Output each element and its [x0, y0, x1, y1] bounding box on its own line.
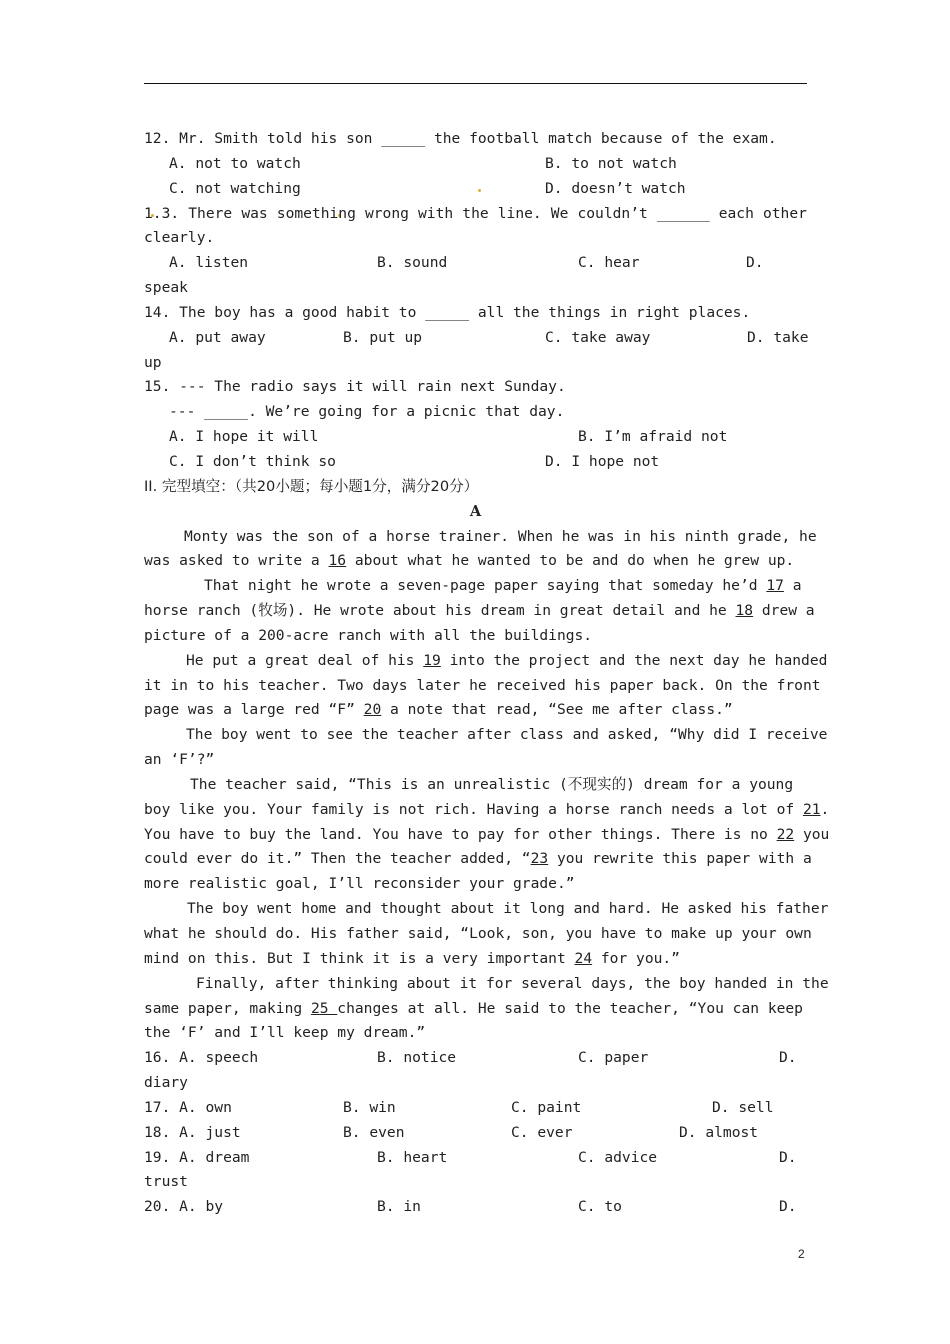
passage-line: an ‘F’?”: [144, 751, 215, 769]
word: There: [188, 204, 233, 222]
option-a: A. not to watch: [169, 154, 301, 172]
word: ______: [656, 204, 710, 222]
page-number: 2: [798, 1247, 805, 1261]
passage-line: The teacher said, “This is an unrealistic (不现实的) dream for a young: [190, 775, 794, 793]
question-15-stem: 15. --- The radio says it will rain next Sunday.: [144, 378, 566, 396]
passage-line: Monty was the son of a horse trainer. When he was in his ninth grade, he: [184, 527, 817, 545]
option-a: A. I hope it will: [169, 428, 319, 446]
header-rule: [144, 83, 807, 84]
word: something: [276, 204, 356, 222]
question-13-stem: [144, 202, 807, 227]
option-a: A. put away: [169, 328, 266, 346]
passage-line: what he should do. His father said, “Look, son, you have to make up your own: [144, 925, 812, 942]
word: line.: [497, 204, 542, 222]
option-c: C. I don’t think so: [169, 452, 336, 470]
options-16-wrap: diary: [144, 1074, 188, 1092]
word: couldn’t: [577, 204, 648, 222]
question-15-options-row1: [144, 425, 807, 450]
passage-line: That night he wrote a seven-page paper saying that someday he’d 17 a: [204, 577, 802, 595]
passage-line: Finally, after thinking about it for several days, the boy handed in the: [196, 974, 829, 992]
question-15-options-row2: [144, 450, 807, 475]
option-d: D.: [746, 254, 764, 272]
word: each: [718, 204, 754, 222]
passage-line: was asked to write a 16 about what he wanted to be and do when he grew up.: [144, 552, 795, 570]
option-c: C. take away: [545, 328, 651, 346]
passage-line: The boy went home and thought about it long and hard. He asked his father: [187, 900, 829, 918]
exam-page: [144, 127, 830, 1220]
option-c: C. hear: [578, 254, 640, 272]
blank-22: 22: [776, 825, 795, 843]
blank-25: 25: [310, 999, 338, 1017]
section-heading: II. 完型填空：（共20小题；每小题1分，满分20分）: [144, 477, 479, 495]
option-b: B. sound: [377, 254, 448, 272]
word: the: [462, 204, 489, 222]
passage-line: horse ranch (牧场). He wrote about his dream in great detail and he 18 drew a: [144, 602, 815, 620]
passage-line: mind on this. But I think it is a very important 24 for you.”: [144, 949, 680, 967]
blank-23: 23: [530, 850, 549, 868]
passage-line: boy like you. Your family is not rich. Having a horse ranch needs a lot of 21.: [144, 800, 830, 818]
question-14-stem: 14. The boy has a good habit to _____ all the things in right places.: [144, 303, 751, 321]
passage-line: The boy went to see the teacher after class and asked, “Why did I receive: [186, 726, 828, 744]
passage-line: more realistic goal, I’ll reconsider your grade.”: [144, 875, 575, 893]
option-d: D. take: [747, 328, 809, 346]
passage-line: You have to buy the land. You have to pay for other things. There is no 22 you: [144, 825, 830, 843]
option-b: B. I’m afraid not: [578, 428, 728, 446]
option-b: B. put up: [343, 328, 423, 346]
options-19: 19. A. dream B. heart C. advice D.: [144, 1148, 797, 1166]
word: We: [550, 204, 569, 222]
question-12-options-row2: [144, 177, 807, 202]
blank-17: 17: [766, 577, 784, 595]
word: was: [241, 204, 268, 222]
blank-19: 19: [423, 651, 441, 669]
blank-24: 24: [574, 949, 593, 967]
option-d: D. I hope not: [545, 452, 660, 470]
passage-line: it in to his teacher. Two days later he received his paper back. On the front: [144, 676, 821, 694]
option-b: B. to not watch: [545, 154, 677, 172]
word: wrong: [364, 204, 409, 222]
question-12-options-row1: [144, 152, 807, 177]
question-14-option-d-wrap: up: [144, 353, 162, 371]
passage-line: could ever do it.” Then the teacher added, “23 you rewrite this paper with a: [144, 850, 812, 868]
options-19-wrap: trust: [144, 1173, 188, 1191]
options-18: 18. A. just B. even C. ever D. almost: [144, 1123, 759, 1141]
option-d: D. doesn’t watch: [545, 179, 686, 197]
passage-line: same paper, making 25 changes at all. He said to the teacher, “You can keep: [144, 999, 803, 1017]
blank-16: 16: [328, 552, 347, 570]
question-14-options: [144, 326, 807, 351]
word: other: [762, 204, 807, 222]
question-15-reply: --- _____. We’re going for a picnic that day.: [169, 403, 565, 421]
options-16: 16. A. speech B. notice C. paper D.: [144, 1049, 797, 1067]
option-a: A. listen: [169, 254, 249, 272]
question-13-option-d-wrap: speak: [144, 279, 188, 297]
blank-20: 20: [363, 701, 382, 719]
question-13-stem-cont: clearly.: [144, 229, 215, 247]
options-20: 20. A. by B. in C. to D.: [144, 1198, 797, 1216]
passage-line: picture of a 200-acre ranch with all the buildings.: [144, 626, 593, 644]
blank-18: 18: [735, 602, 754, 620]
passage-line: the ‘F’ and I’ll keep my dream.”: [144, 1024, 426, 1042]
blank-21: 21: [802, 800, 821, 818]
option-c: C. not watching: [169, 179, 301, 197]
passage-line: page was a large red “F” 20 a note that read, “See me after class.”: [144, 701, 733, 719]
word: with: [418, 204, 454, 222]
question-12-stem: 12. Mr. Smith told his son _____ the football match because of the exam.: [144, 130, 777, 147]
passage-title: A: [469, 502, 482, 520]
passage-line: He put a great deal of his 19 into the project and the next day he handed: [186, 651, 828, 669]
question-13-options: [144, 251, 807, 276]
options-17: 17. A. own B. win C. paint D. sell: [144, 1098, 774, 1116]
word: 1.3.: [144, 204, 180, 222]
